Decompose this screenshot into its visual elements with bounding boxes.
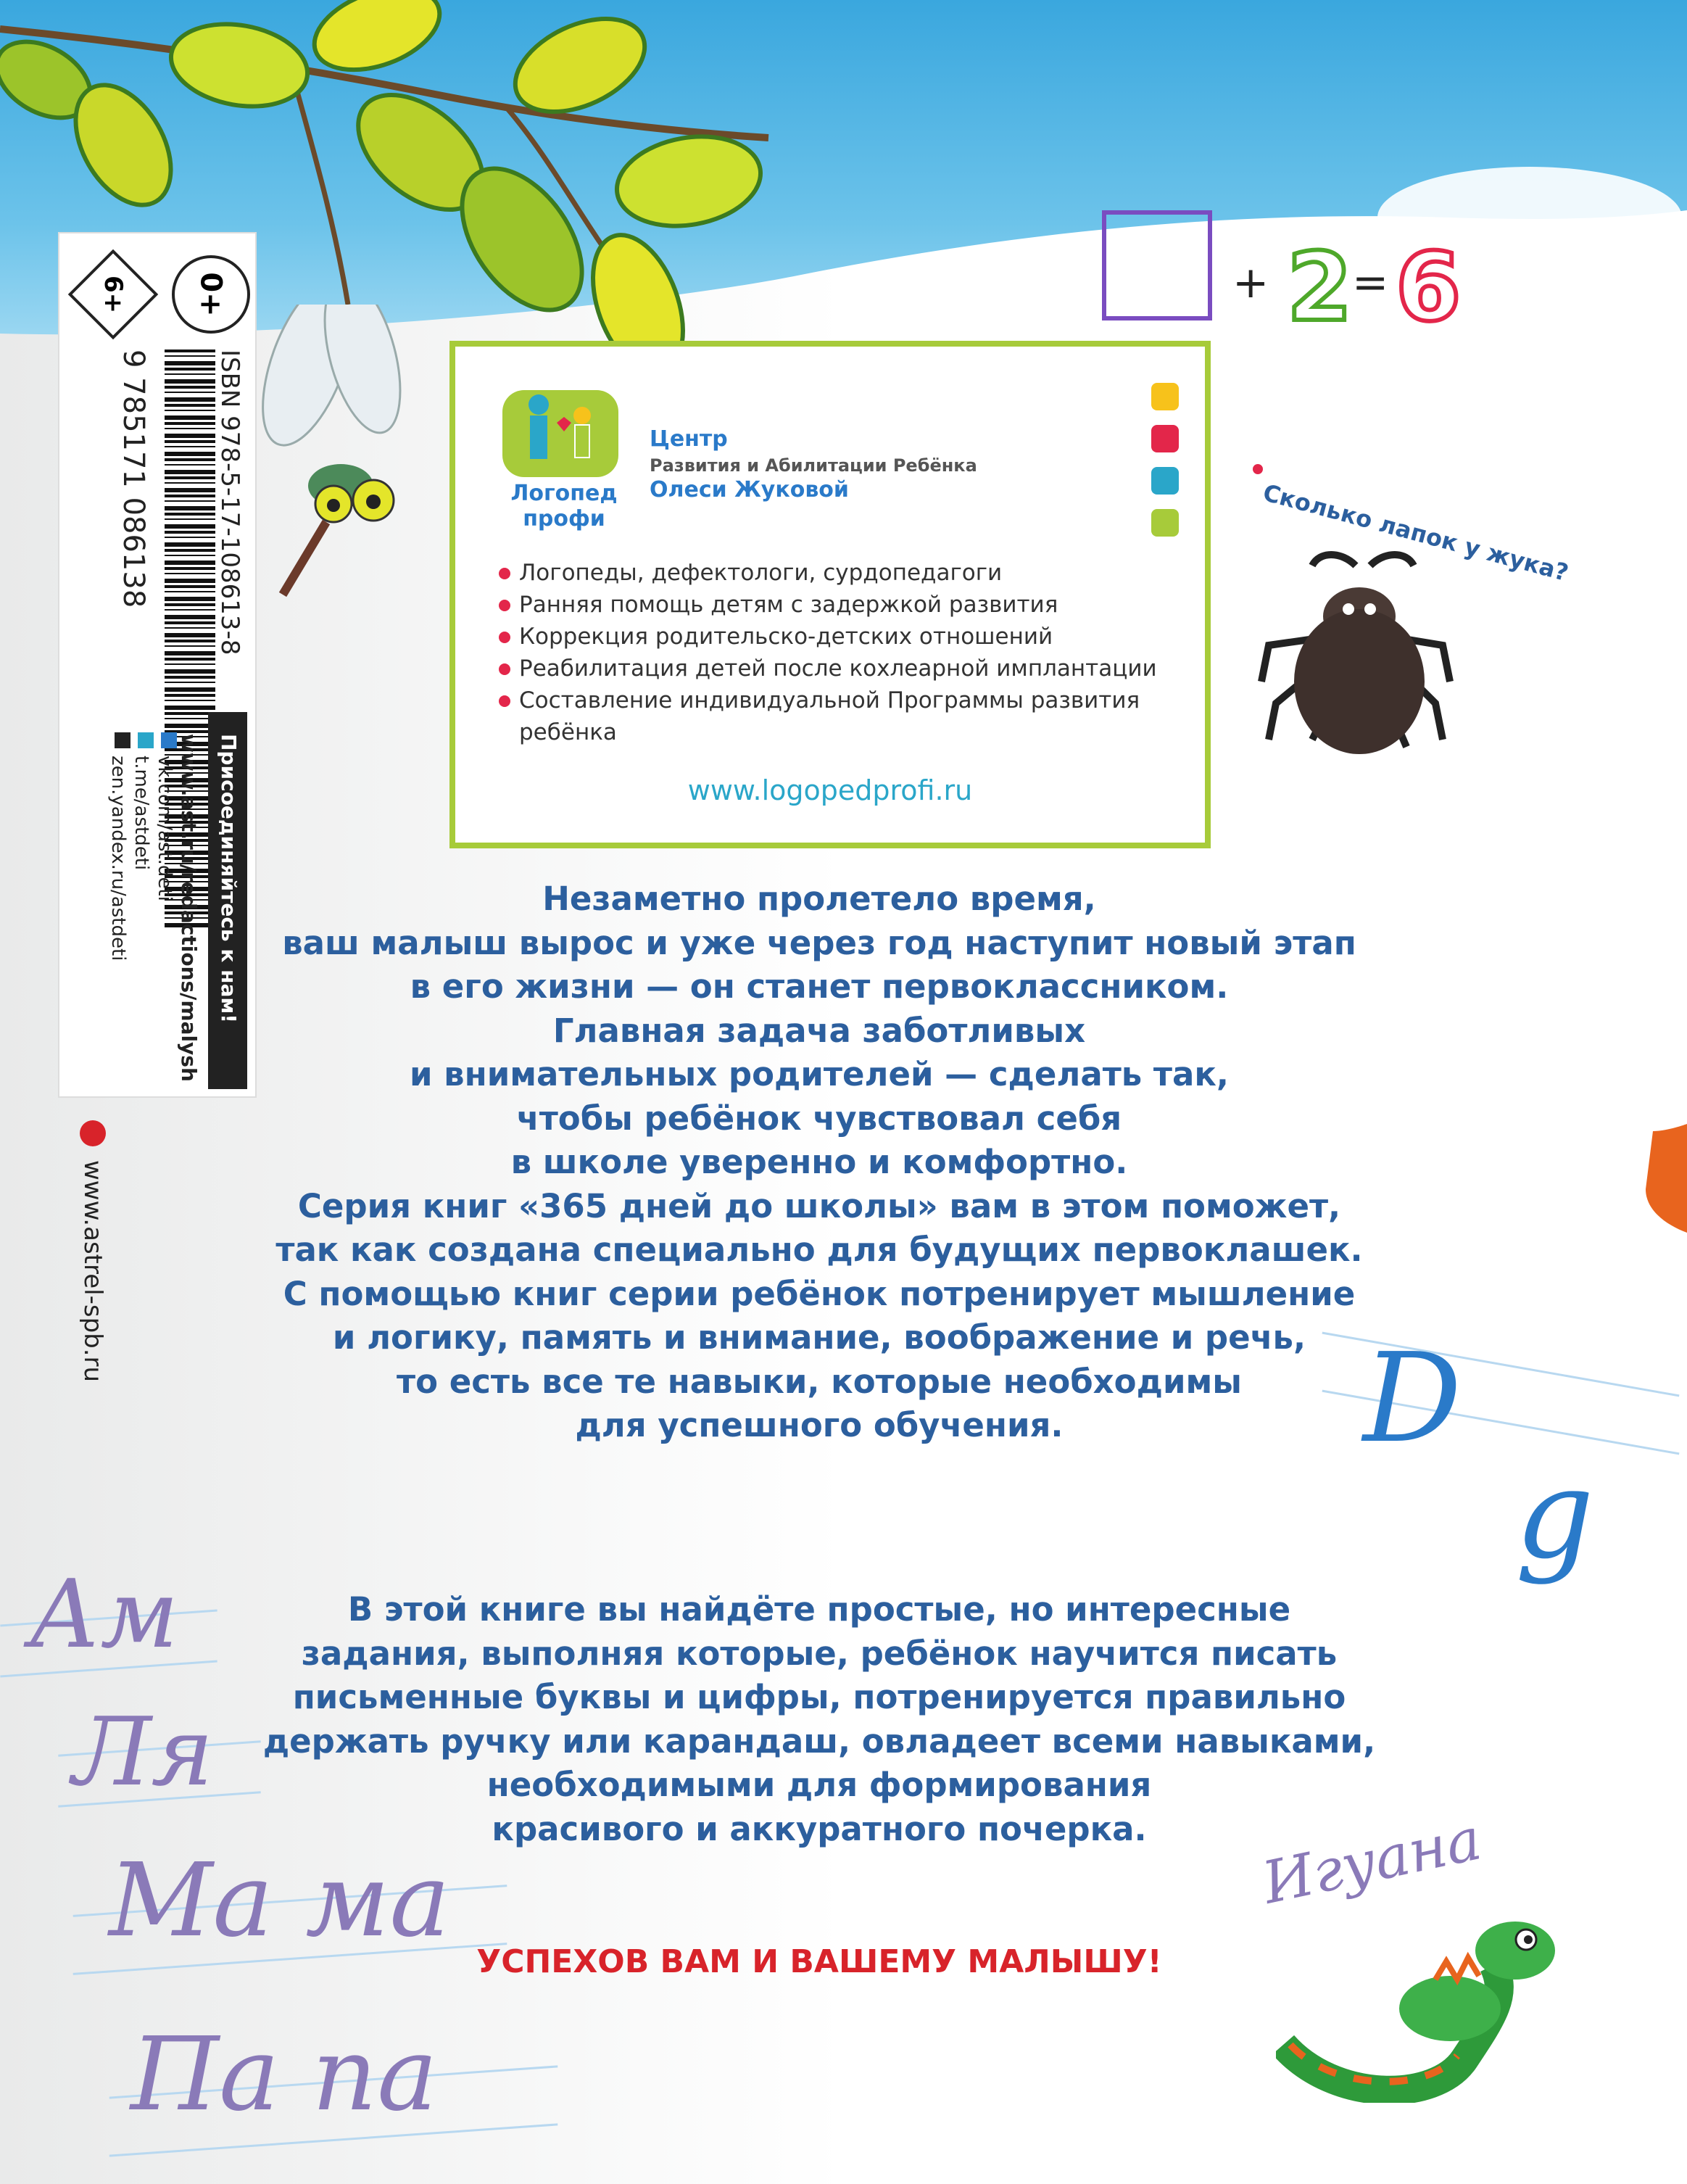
heart-icons bbox=[1151, 383, 1180, 537]
intro-paragraph bbox=[217, 877, 1421, 1448]
intro-line: ваш малыш вырос и уже через год наступит новый этап bbox=[282, 923, 1356, 962]
barcode-number: 9 785171 086138 bbox=[117, 349, 150, 608]
equation-equals: = bbox=[1352, 257, 1389, 308]
script-word-am: Ам bbox=[29, 1559, 179, 1669]
book-description-paragraph bbox=[217, 1588, 1421, 1851]
intro-line: Незаметно пролетело время, bbox=[542, 880, 1096, 918]
age-rating-text: 0+ bbox=[194, 272, 228, 317]
logo-text-line1: Логопед bbox=[510, 481, 618, 506]
intro-line: так как создана специально для будущих первоклашек. bbox=[275, 1230, 1363, 1269]
script-word-papa: Па па bbox=[130, 2016, 438, 2134]
intro-line: Серия книг «365 дней до школы» вам в этом поможет, bbox=[297, 1186, 1341, 1225]
description-line: письменные буквы и цифры, потренируется правильно bbox=[292, 1678, 1346, 1716]
intro-line: и внимательных родителей — сделать так, bbox=[409, 1055, 1230, 1093]
intro-line: С помощью книг серии ребёнок потренирует мышление bbox=[283, 1274, 1356, 1313]
script-letter-g: g bbox=[1515, 1443, 1594, 1587]
service-item: Логопеды, дефектологи, сурдопедагоги bbox=[499, 557, 1195, 589]
intro-line: в школе уверенно и комфортно. bbox=[510, 1143, 1128, 1181]
service-item: Составление индивидуальной Программы развития ребёнка bbox=[499, 684, 1195, 748]
social-vk-link[interactable]: vk.com/ast.deti bbox=[154, 756, 175, 901]
service-item: Коррекция родительско-детских отношений bbox=[499, 621, 1195, 653]
center-title: Центр bbox=[650, 426, 728, 452]
age-rating-diamond bbox=[68, 249, 158, 339]
beetle-illustration bbox=[1254, 537, 1457, 769]
script-word-iguana: Игуана bbox=[1256, 1805, 1488, 1917]
dragonfly-illustration bbox=[239, 305, 428, 609]
beetle-question-dot bbox=[1253, 464, 1263, 474]
publisher-logo-icon bbox=[80, 1120, 106, 1146]
social-zen-link[interactable]: zen.yandex.ru/astdeti bbox=[107, 756, 129, 961]
description-line: держать ручку или карандаш, овладеет всеми навыками, bbox=[262, 1721, 1376, 1761]
equation-empty-box[interactable] bbox=[1102, 210, 1212, 320]
publisher-site[interactable]: www.astrel-spb.ru bbox=[78, 1160, 107, 1383]
closing-slogan: УСПЕХОВ ВАМ И ВАШЕМУ МАЛЫШУ! bbox=[476, 1943, 1162, 1980]
heart-icon-green bbox=[1151, 509, 1179, 537]
isbn-label: ISBN 978-5-17-108613-8 bbox=[215, 349, 244, 655]
heart-icon-blue bbox=[1151, 467, 1179, 495]
intro-line: чтобы ребёнок чувствовал себя bbox=[516, 1099, 1122, 1138]
iguana-illustration bbox=[1276, 1885, 1559, 2103]
ad-url-link[interactable]: www.logopedprofi.ru bbox=[687, 774, 973, 806]
service-item: Реабилитация детей после кохлеарной имплантации bbox=[499, 653, 1195, 684]
center-name: Олеси Жуковой bbox=[650, 477, 849, 502]
logo-text-line2: профи bbox=[523, 506, 605, 531]
equation-number: 2 bbox=[1287, 232, 1353, 342]
description-line: необходимыми для формирования bbox=[486, 1766, 1152, 1804]
heart-icon-red bbox=[1151, 425, 1179, 452]
intro-line: Главная задача заботливых bbox=[552, 1011, 1086, 1050]
zen-icon bbox=[115, 732, 130, 748]
beetle-question: Сколько лапок у жука? bbox=[1260, 479, 1572, 587]
service-item: Ранняя помощь детям с задержкой развития bbox=[499, 589, 1195, 621]
description-line: красивого и аккуратного почерка. bbox=[492, 1809, 1147, 1848]
services-list bbox=[499, 557, 1195, 748]
intro-line: для успешного обучения. bbox=[575, 1406, 1064, 1444]
telegram-icon bbox=[138, 732, 154, 748]
equation-plus: + bbox=[1232, 257, 1269, 308]
intro-line: и логику, память и внимание, воображение и речь, bbox=[332, 1318, 1306, 1357]
social-join-label: Присоединяйтесь к нам! bbox=[217, 734, 241, 1024]
intro-line: в его жизни — он станет первоклассником. bbox=[410, 967, 1229, 1006]
script-word-lya: Ля bbox=[72, 1697, 214, 1807]
script-letter-d: D bbox=[1363, 1327, 1462, 1471]
social-telegram-link[interactable]: t.me/astdeti bbox=[130, 756, 152, 871]
age-rating-badge bbox=[172, 255, 250, 334]
age-rating-alt-text: 6+ bbox=[99, 275, 128, 314]
vk-icon bbox=[161, 732, 177, 748]
heart-icon-yellow bbox=[1151, 383, 1179, 410]
equation-result: 6 bbox=[1396, 232, 1462, 342]
script-word-mama: Ма ма bbox=[109, 1842, 450, 1960]
intro-line: то есть все те навыки, которые необходимы bbox=[397, 1362, 1242, 1401]
center-subtitle: Развития и Абилитации Ребёнка bbox=[650, 455, 977, 476]
description-line: задания, выполняя которые, ребёнок научится писать bbox=[301, 1634, 1338, 1673]
logoped-ad-box bbox=[449, 341, 1211, 848]
logoped-logo-icon bbox=[495, 376, 633, 484]
description-line: В этой книге вы найдёте простые, но интересные bbox=[347, 1590, 1291, 1629]
social-site-link[interactable]: www.ast.ru/redactions/malysh bbox=[177, 734, 201, 1082]
